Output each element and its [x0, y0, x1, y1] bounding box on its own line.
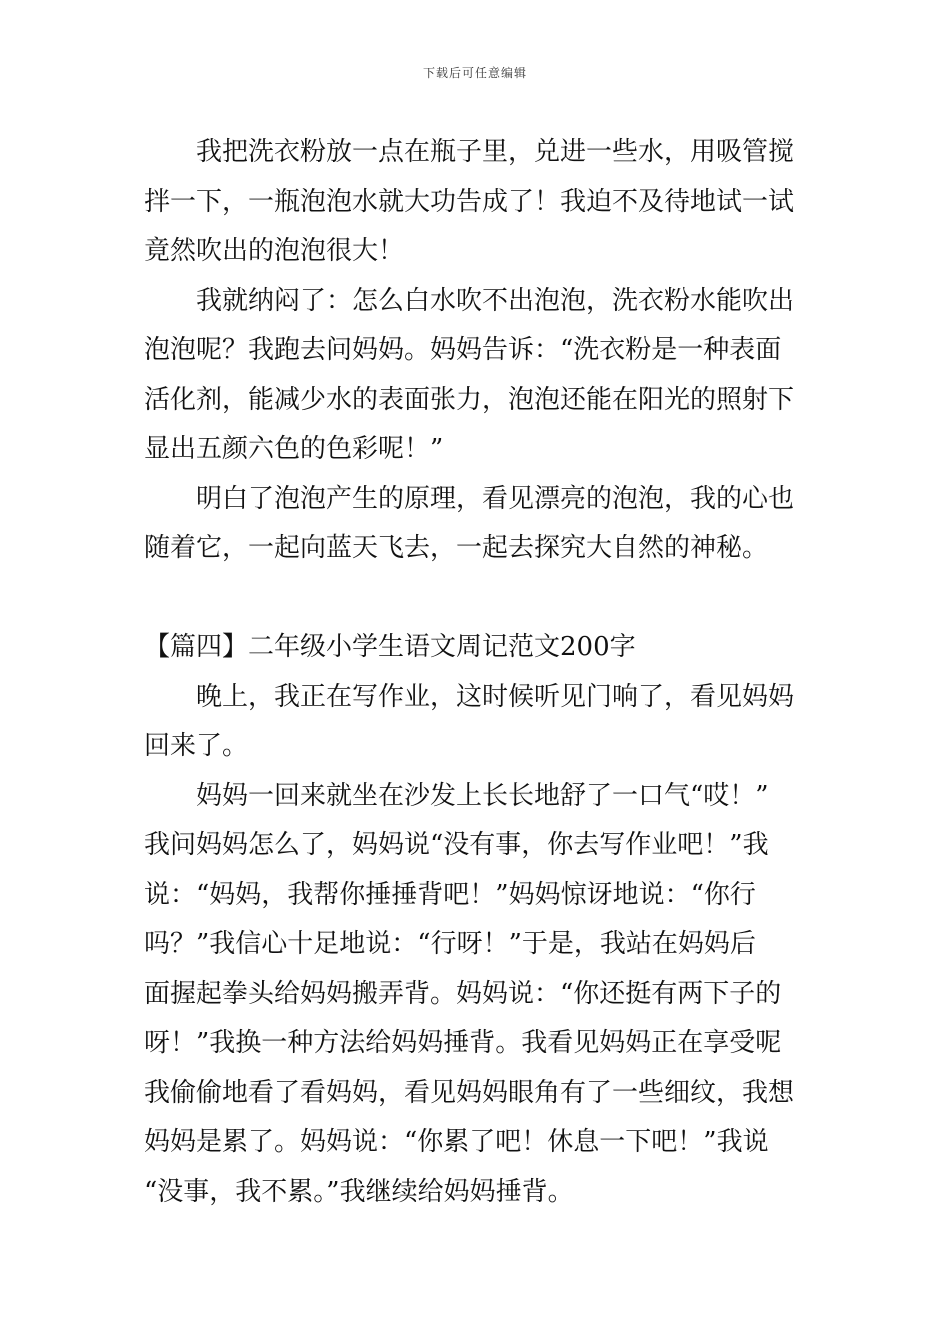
document-body [144, 128, 806, 1217]
text-line: 泡泡呢？我跑去问妈妈。妈妈告诉：“洗衣粉是一种表面 [144, 335, 782, 365]
text-line: 活化剂，能减少水的表面张力，泡泡还能在阳光的照射下 [144, 384, 795, 415]
text-line: 晚上，我正在写作业，这时候听见门响了，看见妈妈 [196, 681, 795, 712]
text-line: 随着它，一起向蓝天飞去，一起去探究大自然的神秘。 [144, 533, 769, 563]
text-line: 我就纳闷了：怎么白水吹不出泡泡，洗衣粉水能吹出 [196, 285, 795, 316]
text-line: 妈妈一回来就坐在沙发上长长地舒了一口气“哎！” [196, 780, 769, 811]
text-line: 我问妈妈怎么了，妈妈说“没有事，你去写作业吧！”我 [144, 830, 769, 860]
text-line: 我偷偷地看了看妈妈，看见妈妈眼角有了一些细纹，我想 [144, 1077, 795, 1108]
text-line: 拌一下，一瓶泡泡水就大功告成了！我迫不及待地试一试 [144, 186, 795, 217]
text-line: 呀！”我换一种方法给妈妈捶背。我看见妈妈正在享受呢 [144, 1028, 782, 1058]
text-line: 面握起拳头给妈妈搬弄背。妈妈说：“你还挺有两下子的 [144, 978, 782, 1009]
text-line: “没事，我不累。”我继续给妈妈捶背。 [144, 1176, 574, 1207]
text-line: 说：“妈妈，我帮你捶捶背吧！”妈妈惊讶地说：“你行 [144, 879, 756, 910]
text-line: 明白了泡泡产生的原理，看见漂亮的泡泡，我的心也 [196, 483, 795, 514]
text-line: 回来了。 [144, 731, 249, 761]
section-heading: 【篇四】二年级小学生语文周记范文200字 [144, 632, 636, 662]
text-line: 吗？”我信心十足地说：“行呀！”于是，我站在妈妈后 [144, 929, 756, 959]
text-line: 竟然吹出的泡泡很大！ [144, 236, 405, 266]
text-line: 妈妈是累了。妈妈说：“你累了吧！休息一下吧！”我说 [144, 1127, 769, 1157]
page-header: 下载后可任意编辑 [422, 66, 527, 80]
text-line: 显出五颜六色的色彩呢！” [144, 434, 444, 464]
text-line: 我把洗衣粉放一点在瓶子里，兑进一些水，用吸管搅 [196, 137, 795, 167]
paragraph-gap [144, 574, 806, 624]
